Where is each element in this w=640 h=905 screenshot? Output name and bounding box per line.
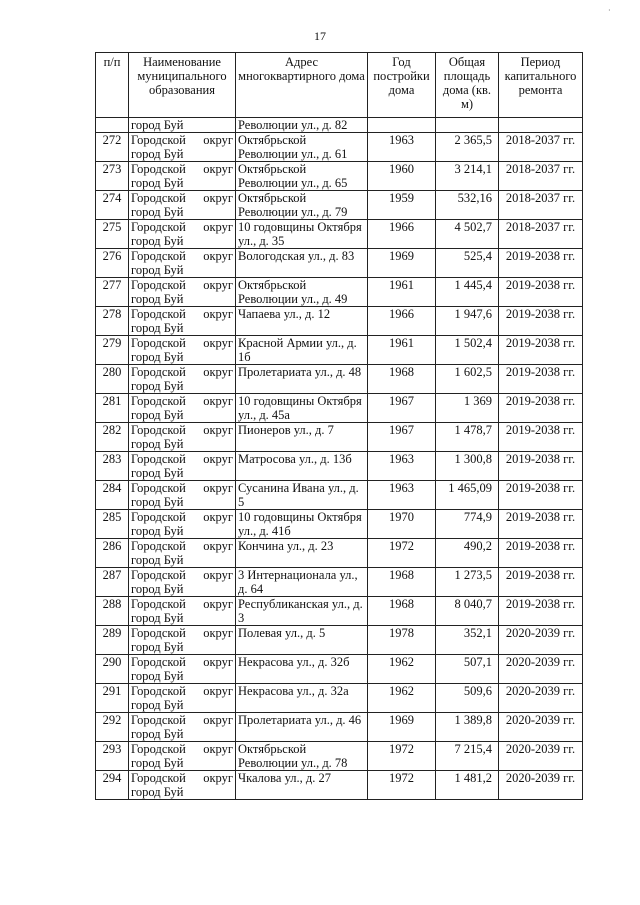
cell-period: 2018-2037 гг. [499, 220, 583, 249]
municipality-city: город Буй [131, 205, 184, 219]
cell-area: 352,1 [436, 626, 499, 655]
cell-period: 2019-2038 гг. [499, 249, 583, 278]
cell-year: 1968 [368, 568, 436, 597]
cell-address: 10 годовщины Октября ул., д. 45а [236, 394, 368, 423]
cell-area: 1 300,8 [436, 452, 499, 481]
cell-period: 2020-2039 гг. [499, 684, 583, 713]
table-row [96, 452, 583, 481]
municipality-word-2: округ [203, 481, 233, 495]
cell-period: 2019-2038 гг. [499, 597, 583, 626]
header-num: п/п [96, 53, 129, 118]
cell-year: 1962 [368, 655, 436, 684]
municipality-word-2: округ [203, 568, 233, 582]
municipality-word-2: округ [203, 365, 233, 379]
municipality-word-2: округ [203, 394, 233, 408]
municipality-city: город Буй [131, 582, 184, 596]
cell-year: 1959 [368, 191, 436, 220]
cell-municipality [129, 684, 236, 713]
page-number: 17 [314, 29, 326, 43]
municipality-word-2: округ [203, 713, 233, 727]
municipality-word-2: округ [203, 423, 233, 437]
header-period: Период капитального ремонта [499, 53, 583, 118]
municipality-city: город Буй [131, 234, 184, 248]
cell-municipality [129, 162, 236, 191]
cell-area: 7 215,4 [436, 742, 499, 771]
municipality-word-1: Городской [131, 394, 186, 408]
cell-area: 1 602,5 [436, 365, 499, 394]
cell-area: 1 273,5 [436, 568, 499, 597]
municipality-city: город Буй [131, 727, 184, 741]
cell-year: 1962 [368, 684, 436, 713]
cell-year: 1969 [368, 249, 436, 278]
cell-period: 2020-2039 гг. [499, 771, 583, 800]
header-year: Год постройки дома [368, 53, 436, 118]
cell-area: 4 502,7 [436, 220, 499, 249]
cell-year: 1967 [368, 423, 436, 452]
cell-num: 274 [96, 191, 129, 220]
table-row [96, 336, 583, 365]
municipality-word-2: округ [203, 278, 233, 292]
cell-num: 283 [96, 452, 129, 481]
table-row [96, 278, 583, 307]
municipality-word-1: Городской [131, 133, 186, 147]
table-row [96, 568, 583, 597]
cell-address: 10 годовщины Октября ул., д. 41б [236, 510, 368, 539]
municipality-city: город Буй [131, 524, 184, 538]
cell-year: 1972 [368, 539, 436, 568]
municipality-word-2: округ [203, 597, 233, 611]
table-header-row [96, 53, 583, 118]
cell-num: 291 [96, 684, 129, 713]
municipality-city: город Буй [131, 321, 184, 335]
cell-period: 2019-2038 гг. [499, 365, 583, 394]
cell-num: 285 [96, 510, 129, 539]
municipality-word-2: округ [203, 336, 233, 350]
cell-num: 293 [96, 742, 129, 771]
cell-municipality [129, 626, 236, 655]
cell-year: 1961 [368, 336, 436, 365]
cell-area: 1 389,8 [436, 713, 499, 742]
cell-year: 1968 [368, 365, 436, 394]
cell-period: 2018-2037 гг. [499, 191, 583, 220]
cell-area: 1 369 [436, 394, 499, 423]
municipality-word-1: Городской [131, 307, 186, 321]
municipality-city: город Буй [131, 698, 184, 712]
municipality-city: город Буй [131, 263, 184, 277]
municipality-word-2: округ [203, 452, 233, 466]
table-row [96, 220, 583, 249]
municipality-word-1: Городской [131, 539, 186, 553]
municipality-word-1: Городской [131, 249, 186, 263]
municipality-word-1: Городской [131, 365, 186, 379]
table-row [96, 597, 583, 626]
cell-year: 1963 [368, 452, 436, 481]
municipality-word-2: округ [203, 771, 233, 785]
cell-num: 282 [96, 423, 129, 452]
municipality-word-2: округ [203, 133, 233, 147]
cell-year: 1960 [368, 162, 436, 191]
cell-period: 2019-2038 гг. [499, 307, 583, 336]
municipality-word-2: округ [203, 539, 233, 553]
cell-address: Чкалова ул., д. 27 [236, 771, 368, 800]
municipality-word-1: Городской [131, 481, 186, 495]
cell-area: 507,1 [436, 655, 499, 684]
cell-area: 1 478,7 [436, 423, 499, 452]
cell-address: 10 годовщины Октября ул., д. 35 [236, 220, 368, 249]
municipality-word-1: Городской [131, 597, 186, 611]
cell-area: 532,16 [436, 191, 499, 220]
table-row [96, 191, 583, 220]
municipality-city: город Буй [131, 669, 184, 683]
cell-num: 294 [96, 771, 129, 800]
cell-municipality [129, 394, 236, 423]
table-row [96, 481, 583, 510]
cell-period: 2020-2039 гг. [499, 713, 583, 742]
cell-num: 290 [96, 655, 129, 684]
municipality-city: город Буй [131, 292, 184, 306]
cell-area: 8 040,7 [436, 597, 499, 626]
cell-area: 490,2 [436, 539, 499, 568]
cell-period: 2019-2038 гг. [499, 394, 583, 423]
municipality-word-1: Городской [131, 655, 186, 669]
cell-municipality [129, 220, 236, 249]
cell-year: 1970 [368, 510, 436, 539]
table-row [96, 713, 583, 742]
cell-address: Революции ул., д. 82 [236, 118, 368, 133]
municipality-word-1: Городской [131, 162, 186, 176]
municipality-city: город Буй [131, 640, 184, 654]
continuation-row [96, 118, 583, 133]
municipality-city: город Буй [131, 466, 184, 480]
cell-area: 1 947,6 [436, 307, 499, 336]
header-area: Общая площадь дома (кв. м) [436, 53, 499, 118]
municipality-city: город Буй [131, 350, 184, 364]
municipality-word-1: Городской [131, 336, 186, 350]
cell-address: Пролетариата ул., д. 46 [236, 713, 368, 742]
municipality-word-2: округ [203, 510, 233, 524]
cell-num: 272 [96, 133, 129, 162]
municipality-word-2: округ [203, 684, 233, 698]
municipality-word-1: Городской [131, 713, 186, 727]
cell-address: 3 Интернационала ул., д. 64 [236, 568, 368, 597]
municipality-word-1: Городской [131, 278, 186, 292]
municipality-city: город Буй [131, 379, 184, 393]
cell-address: Некрасова ул., д. 32б [236, 655, 368, 684]
cell-municipality [129, 423, 236, 452]
municipality-city: город Буй [131, 785, 184, 799]
cell-num: 276 [96, 249, 129, 278]
municipality-word-1: Городской [131, 684, 186, 698]
cell-num: 277 [96, 278, 129, 307]
cell-address: Пролетариата ул., д. 48 [236, 365, 368, 394]
cell-period [499, 118, 583, 133]
cell-municipality [129, 133, 236, 162]
municipality-city: город Буй [131, 147, 184, 161]
municipality-city: город Буй [131, 553, 184, 567]
cell-address: Октябрьской Революции ул., д. 78 [236, 742, 368, 771]
cell-address: Красной Армии ул., д. 1б [236, 336, 368, 365]
cell-num: 279 [96, 336, 129, 365]
table-row [96, 249, 583, 278]
municipality-word-2: округ [203, 742, 233, 756]
cell-year: 1963 [368, 481, 436, 510]
table-row [96, 307, 583, 336]
cell-num: 289 [96, 626, 129, 655]
cell-year: 1969 [368, 713, 436, 742]
cell-area: 2 365,5 [436, 133, 499, 162]
cell-municipality [129, 278, 236, 307]
cell-year: 1966 [368, 220, 436, 249]
municipality-word-1: Городской [131, 771, 186, 785]
cell-address: Октябрьской Революции ул., д. 49 [236, 278, 368, 307]
cell-year: 1961 [368, 278, 436, 307]
cell-num: 275 [96, 220, 129, 249]
cell-area: 3 214,1 [436, 162, 499, 191]
cell-area: 1 445,4 [436, 278, 499, 307]
cell-municipality [129, 191, 236, 220]
cell-period: 2019-2038 гг. [499, 452, 583, 481]
cell-period: 2020-2039 гг. [499, 742, 583, 771]
cell-year: 1963 [368, 133, 436, 162]
municipality-word-2: округ [203, 307, 233, 321]
cell-address: Октябрьской Революции ул., д. 79 [236, 191, 368, 220]
cell-municipality [129, 655, 236, 684]
cell-area: 774,9 [436, 510, 499, 539]
table-row [96, 742, 583, 771]
table-row [96, 133, 583, 162]
cell-period: 2020-2039 гг. [499, 626, 583, 655]
municipality-word-2: округ [203, 162, 233, 176]
cell-municipality [129, 510, 236, 539]
table-row [96, 626, 583, 655]
cell-address: Сусанина Ивана ул., д. 5 [236, 481, 368, 510]
cell-num: 287 [96, 568, 129, 597]
cell-num: 286 [96, 539, 129, 568]
cell-area: 509,6 [436, 684, 499, 713]
table-row [96, 394, 583, 423]
cell-municipality [129, 481, 236, 510]
cell-municipality [129, 249, 236, 278]
municipality-word-1: Городской [131, 423, 186, 437]
cell-num: 284 [96, 481, 129, 510]
cell-period: 2020-2039 гг. [499, 655, 583, 684]
municipality-city: город Буй [131, 176, 184, 190]
cell-municipality [129, 742, 236, 771]
cell-address: Октябрьской Революции ул., д. 65 [236, 162, 368, 191]
header-address: Адрес многоквартирного дома [236, 53, 368, 118]
cell-period: 2018-2037 гг. [499, 162, 583, 191]
municipality-word-1: Городской [131, 510, 186, 524]
cell-num [96, 118, 129, 133]
cell-year [368, 118, 436, 133]
cell-year: 1968 [368, 597, 436, 626]
cell-area: 1 481,2 [436, 771, 499, 800]
cell-period: 2019-2038 гг. [499, 423, 583, 452]
cell-period: 2019-2038 гг. [499, 336, 583, 365]
cell-num: 273 [96, 162, 129, 191]
table-row [96, 684, 583, 713]
header-municipality: Наименование муниципального образования [129, 53, 236, 118]
table-row [96, 771, 583, 800]
municipality-word-2: округ [203, 655, 233, 669]
table-row [96, 423, 583, 452]
cell-address: Некрасова ул., д. 32а [236, 684, 368, 713]
municipality-word-2: округ [203, 220, 233, 234]
table-row [96, 655, 583, 684]
cell-address: Чапаева ул., д. 12 [236, 307, 368, 336]
cell-municipality [129, 539, 236, 568]
cell-municipality [129, 307, 236, 336]
cell-period: 2019-2038 гг. [499, 568, 583, 597]
cell-year: 1967 [368, 394, 436, 423]
table-row [96, 539, 583, 568]
cell-address: Республиканская ул., д. 3 [236, 597, 368, 626]
cell-address: Вологодская ул., д. 83 [236, 249, 368, 278]
cell-year: 1978 [368, 626, 436, 655]
municipality-city: город Буй [131, 611, 184, 625]
cell-period: 2019-2038 гг. [499, 278, 583, 307]
cell-period: 2019-2038 гг. [499, 539, 583, 568]
scan-mark: · [608, 6, 611, 15]
municipality-city: город Буй [131, 408, 184, 422]
municipality-word-2: округ [203, 626, 233, 640]
cell-address: Октябрьской Революции ул., д. 61 [236, 133, 368, 162]
cell-num: 292 [96, 713, 129, 742]
municipality-word-1: Городской [131, 452, 186, 466]
cell-year: 1972 [368, 742, 436, 771]
cell-municipality [129, 336, 236, 365]
cell-area: 525,4 [436, 249, 499, 278]
cell-num: 280 [96, 365, 129, 394]
cell-period: 2019-2038 гг. [499, 481, 583, 510]
cell-municipality [129, 568, 236, 597]
cell-address: Пионеров ул., д. 7 [236, 423, 368, 452]
municipality-city: город Буй [131, 437, 184, 451]
cell-area: 1 465,09 [436, 481, 499, 510]
municipality-word-1: Городской [131, 568, 186, 582]
cell-address: Кончина ул., д. 23 [236, 539, 368, 568]
municipality-word-2: округ [203, 191, 233, 205]
cell-municipality [129, 597, 236, 626]
cell-area [436, 118, 499, 133]
cell-period: 2019-2038 гг. [499, 510, 583, 539]
cell-area: 1 502,4 [436, 336, 499, 365]
table-row [96, 365, 583, 394]
municipality-word-2: округ [203, 249, 233, 263]
table-row [96, 510, 583, 539]
municipality-word-1: Городской [131, 191, 186, 205]
cell-year: 1972 [368, 771, 436, 800]
municipality-word-1: Городской [131, 626, 186, 640]
cell-num: 288 [96, 597, 129, 626]
cell-num: 278 [96, 307, 129, 336]
cell-period: 2018-2037 гг. [499, 133, 583, 162]
cell-address: Матросова ул., д. 13б [236, 452, 368, 481]
cell-municipality [129, 713, 236, 742]
municipality-word-1: Городской [131, 742, 186, 756]
municipality-city: город Буй [131, 495, 184, 509]
cell-municipality [129, 771, 236, 800]
municipality-city: город Буй [131, 756, 184, 770]
cell-num: 281 [96, 394, 129, 423]
table-row [96, 162, 583, 191]
cell-municipality: город Буй [129, 118, 236, 133]
housing-table [95, 52, 583, 800]
cell-year: 1966 [368, 307, 436, 336]
cell-municipality [129, 365, 236, 394]
cell-address: Полевая ул., д. 5 [236, 626, 368, 655]
cell-municipality [129, 452, 236, 481]
municipality-word-1: Городской [131, 220, 186, 234]
